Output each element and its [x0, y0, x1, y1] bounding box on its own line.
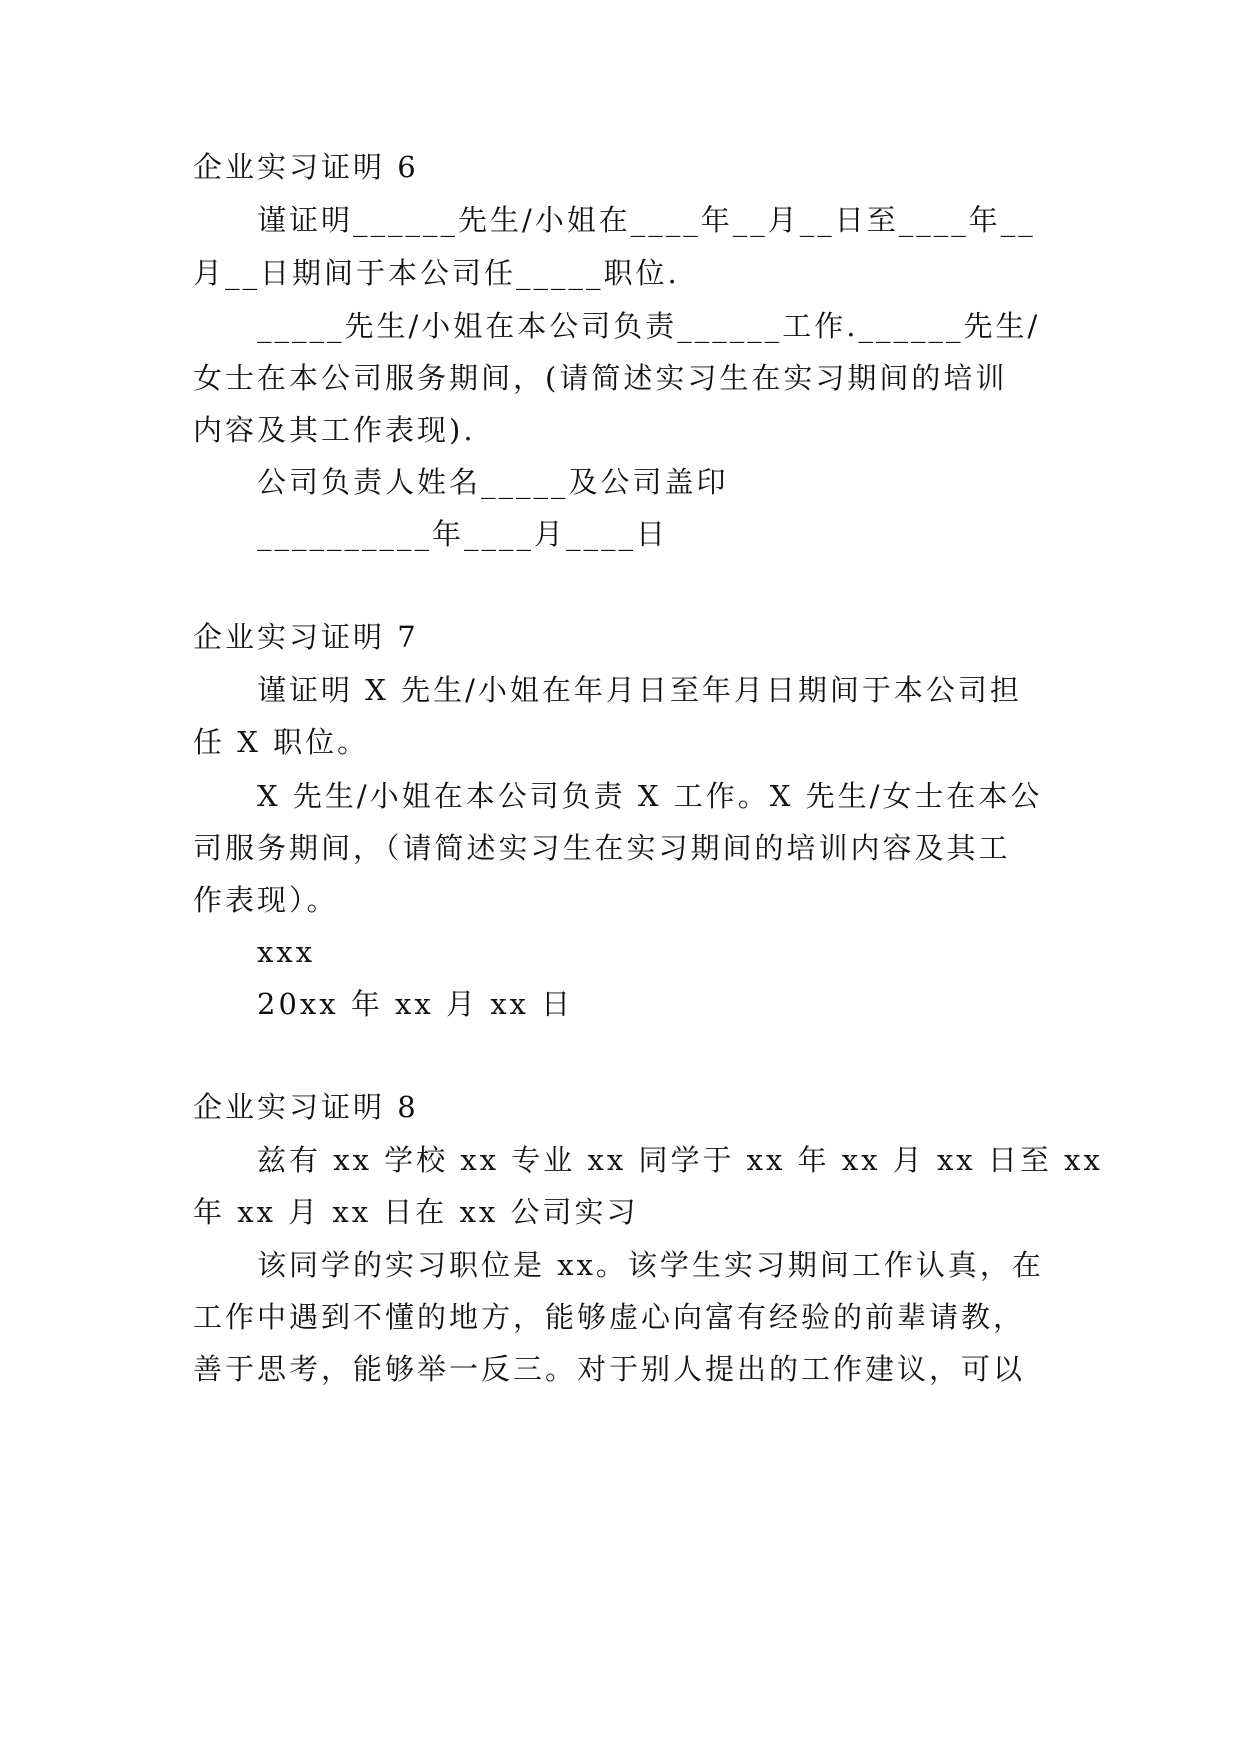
signature-line: xxx — [257, 935, 316, 969]
paragraph-line: 内容及其工作表现). — [193, 413, 476, 447]
section-title: 企业实习证明 7 — [193, 620, 419, 654]
paragraph-line: 女士在本公司服务期间，(请简述实习生在实习期间的培训 — [193, 361, 1008, 395]
paragraph-line: _____先生/小姐在本公司负责______工作.______先生/ — [257, 309, 1041, 343]
paragraph-line: 司服务期间，（请简述实习生在实习期间的培训内容及其工 — [193, 831, 1011, 865]
paragraph-line: 谨证明______先生/小姐在____年__月__日至____年__ — [257, 203, 1036, 237]
section-title: 企业实习证明 6 — [193, 150, 419, 184]
paragraph-line: 月__日期间于本公司任_____职位. — [193, 256, 680, 290]
paragraph-line: 谨证明 X 先生/小姐在年月日至年月日期间于本公司担 — [257, 673, 1022, 707]
paragraph-line: 该同学的实习职位是 xx。该学生实习期间工作认真，在 — [257, 1248, 1044, 1282]
paragraph-line: 作表现）。 — [193, 883, 339, 917]
paragraph-line: X 先生/小姐在本公司负责 X 工作。X 先生/女士在本公 — [257, 779, 1043, 813]
paragraph-line: 善于思考，能够举一反三。对于别人提出的工作建议，可以 — [193, 1352, 1026, 1386]
paragraph-line: 任 X 职位。 — [193, 725, 370, 759]
paragraph-line: 兹有 xx 学校 xx 专业 xx 同学于 xx 年 xx 月 xx 日至 xx — [257, 1143, 1103, 1177]
date-line: __________年____月____日 — [257, 517, 669, 551]
paragraph-line: 工作中遇到不懂的地方，能够虚心向富有经验的前辈请教， — [193, 1300, 1026, 1334]
signature-line: 公司负责人姓名_____及公司盖印 — [257, 465, 729, 499]
section-title: 企业实习证明 8 — [193, 1090, 419, 1124]
paragraph-line: 年 xx 月 xx 日在 xx 公司实习 — [193, 1195, 639, 1229]
date-line: 20xx 年 xx 月 xx 日 — [257, 987, 574, 1021]
